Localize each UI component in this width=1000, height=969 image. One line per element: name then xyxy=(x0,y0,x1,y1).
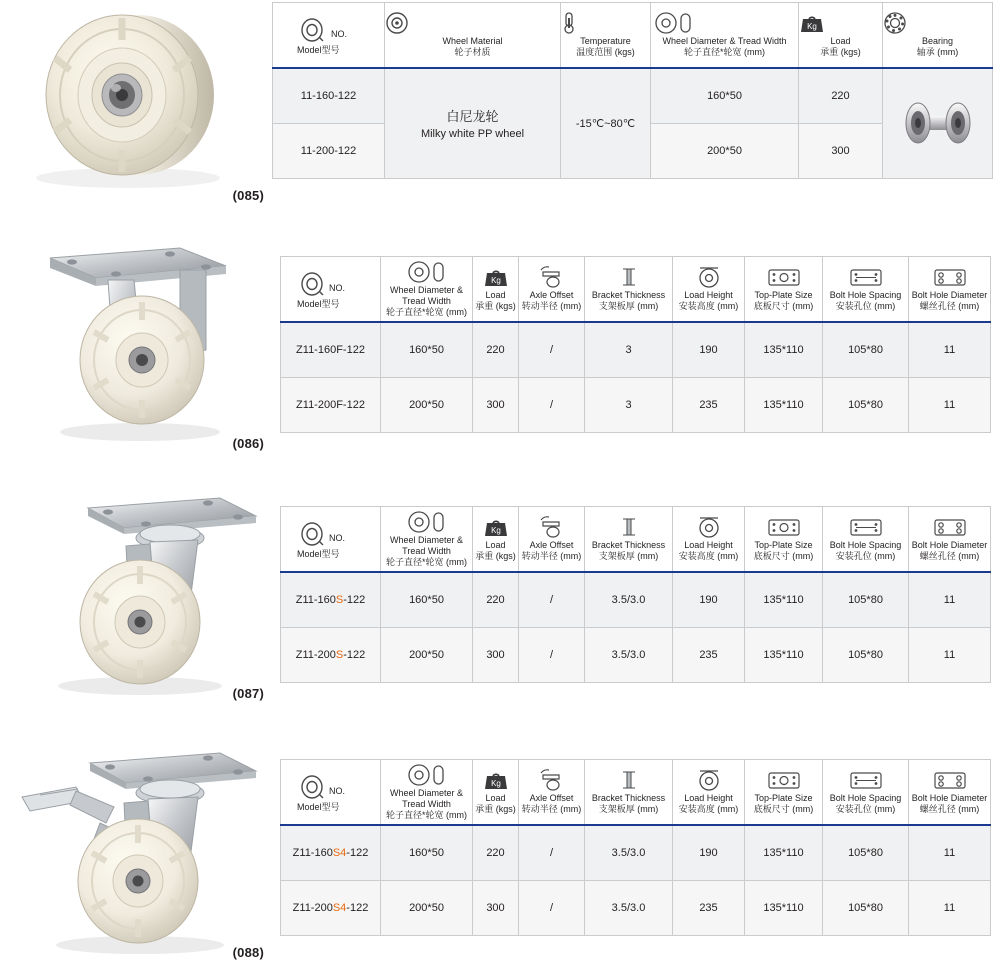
table-row xyxy=(281,880,991,935)
top-plate-icon xyxy=(745,266,822,288)
header-load-l1: Load xyxy=(830,36,851,46)
spec-table-086 xyxy=(280,256,991,433)
header-model-l2: Model型号 xyxy=(297,299,340,309)
header-model-l1: NO. xyxy=(331,29,348,39)
cell-plate: 135*110 xyxy=(745,322,823,377)
cell-offset: / xyxy=(519,627,585,682)
table-row xyxy=(281,627,991,682)
header-load-l1: Load xyxy=(485,540,506,550)
header-wheel-diameter-l2: 轮子直径*轮宽 (mm) xyxy=(684,47,765,57)
cell-offset: / xyxy=(519,377,585,432)
load-kg-icon xyxy=(799,12,882,34)
load-kg-icon xyxy=(473,266,518,288)
product-image-088 xyxy=(0,745,272,969)
header-model-l1: NO. xyxy=(329,533,346,543)
cell-diameter: 160*50 xyxy=(381,825,473,880)
header-model-l1: NO. xyxy=(329,786,346,796)
swivel-icon xyxy=(519,266,584,288)
bolt-diameter-icon xyxy=(909,516,990,538)
model-prefix: Z11-160 xyxy=(295,593,336,606)
header-model xyxy=(281,760,381,826)
header-load xyxy=(799,3,883,69)
cell-spacing: 105*80 xyxy=(823,825,909,880)
bracket-thickness-icon xyxy=(585,266,672,288)
table-row xyxy=(281,322,991,377)
cell-offset: / xyxy=(519,322,585,377)
table-header-row xyxy=(281,507,991,573)
header-load-height-l1: Load Height xyxy=(684,793,733,803)
header-top-plate xyxy=(745,507,823,573)
model-suffix: -122 xyxy=(343,648,366,661)
cell-thickness: 3.5/3.0 xyxy=(585,572,673,627)
cell-bolt: 11 xyxy=(909,377,991,432)
model-no-icon xyxy=(299,521,325,547)
header-bolt-spacing-l2: 安装孔位 (mm) xyxy=(835,301,896,311)
header-wheel-diameter-l1: Wheel Diameter & Tread Width xyxy=(389,534,464,556)
product-image-087 xyxy=(0,490,272,705)
header-wheel-diameter-l1: Wheel Diameter & Tread Width xyxy=(389,787,464,809)
header-bracket-thickness-l1: Bracket Thickness xyxy=(591,290,666,300)
header-bolt-spacing-l1: Bolt Hole Spacing xyxy=(829,290,902,300)
wheel-photo-085 xyxy=(10,0,240,195)
product-code-087: (087) xyxy=(232,686,264,701)
header-wheel-diameter xyxy=(381,257,473,323)
header-load-height-l2: 安装高度 (mm) xyxy=(678,551,739,561)
header-model-l1: NO. xyxy=(329,283,346,293)
header-bracket-thickness-l2: 支架板厚 (mm) xyxy=(598,301,659,311)
cell-model: Z11-200F-122 xyxy=(281,377,381,432)
header-bolt-spacing-l2: 安装孔位 (mm) xyxy=(835,804,896,814)
header-temperature xyxy=(561,3,651,69)
product-block-088 xyxy=(0,745,1000,969)
header-load xyxy=(473,257,519,323)
product-image-085 xyxy=(0,0,272,220)
cell-thickness: 3.5/3.0 xyxy=(585,825,673,880)
header-wheel-diameter-l2: 轮子直径*轮宽 (mm) xyxy=(386,556,467,567)
cell-model: 11-200-122 xyxy=(273,123,385,178)
table-header-row xyxy=(273,3,993,69)
cell-bearing-image xyxy=(883,68,993,178)
header-wheel-diameter-l1: Wheel Diameter & Tread Width xyxy=(389,284,464,306)
header-axle-offset-l1: Axle Offset xyxy=(529,540,574,550)
header-load-l2: 承重 (kgs) xyxy=(475,301,516,311)
cell-diameter: 200*50 xyxy=(381,627,473,682)
model-suffix: -122 xyxy=(346,846,369,859)
header-load-l1: Load xyxy=(485,290,506,300)
product-code-088: (088) xyxy=(232,945,264,960)
bracket-thickness-icon xyxy=(585,516,672,538)
header-bracket-thickness-l1: Bracket Thickness xyxy=(591,793,666,803)
cell-load: 220 xyxy=(473,322,519,377)
cell-height: 190 xyxy=(673,572,745,627)
top-plate-icon xyxy=(745,769,822,791)
cell-model xyxy=(281,627,381,682)
header-load-height xyxy=(673,760,745,826)
material-en: Milky white PP wheel xyxy=(420,128,525,141)
spec-table-088 xyxy=(280,759,991,936)
load-height-icon xyxy=(673,769,744,791)
header-load xyxy=(473,507,519,573)
header-model xyxy=(273,3,385,69)
cell-height: 190 xyxy=(673,825,745,880)
brake-caster-photo-088 xyxy=(20,745,270,960)
cell-temperature: -15℃~80℃ xyxy=(561,68,651,178)
cell-load: 220 xyxy=(473,825,519,880)
cell-model: Z11-160F-122 xyxy=(281,322,381,377)
load-kg-icon xyxy=(473,516,518,538)
header-bolt-diameter xyxy=(909,507,991,573)
header-axle-offset-l1: Axle Offset xyxy=(529,290,574,300)
spec-table-085 xyxy=(272,2,993,179)
product-code-085: (085) xyxy=(232,188,264,203)
wheel-width-icon xyxy=(651,12,798,34)
cell-model xyxy=(281,572,381,627)
svg-text:Kg: Kg xyxy=(490,779,501,788)
table-row xyxy=(281,572,991,627)
header-top-plate-l2: 底板尺寸 (mm) xyxy=(753,551,814,561)
swivel-icon xyxy=(519,769,584,791)
table-row xyxy=(273,68,993,123)
swivel-icon xyxy=(519,516,584,538)
header-top-plate-l1: Top-Plate Size xyxy=(754,793,813,803)
header-top-plate-l2: 底板尺寸 (mm) xyxy=(753,804,814,814)
cell-thickness: 3 xyxy=(585,377,673,432)
product-block-085 xyxy=(0,0,1000,220)
cell-height: 235 xyxy=(673,880,745,935)
svg-text:Kg: Kg xyxy=(490,276,501,285)
header-bearing-l1: Bearing xyxy=(921,36,954,46)
cell-height: 235 xyxy=(673,377,745,432)
load-height-icon xyxy=(673,266,744,288)
wheel-width-icon xyxy=(381,511,472,533)
header-load-height-l2: 安装高度 (mm) xyxy=(678,301,739,311)
cell-diameter: 200*50 xyxy=(381,880,473,935)
cell-bolt: 11 xyxy=(909,880,991,935)
cell-diameter: 200*50 xyxy=(381,377,473,432)
model-highlight: S xyxy=(335,593,344,606)
cell-load: 300 xyxy=(473,377,519,432)
header-top-plate-l1: Top-Plate Size xyxy=(754,290,813,300)
header-bracket-thickness-l1: Bracket Thickness xyxy=(591,540,666,550)
cell-plate: 135*110 xyxy=(745,572,823,627)
cell-plate: 135*110 xyxy=(745,627,823,682)
cell-model xyxy=(281,880,381,935)
header-load-height xyxy=(673,507,745,573)
header-wheel-material-l2: 轮子材质 xyxy=(454,47,491,57)
header-bracket-thickness xyxy=(585,507,673,573)
header-bearing xyxy=(883,3,993,69)
bolt-spacing-icon xyxy=(823,516,908,538)
cell-diameter: 200*50 xyxy=(651,123,799,178)
cell-bolt: 11 xyxy=(909,627,991,682)
header-top-plate-l1: Top-Plate Size xyxy=(754,540,813,550)
top-plate-icon xyxy=(745,516,822,538)
wheel-width-icon xyxy=(381,764,472,786)
header-top-plate-l2: 底板尺寸 (mm) xyxy=(753,301,814,311)
header-top-plate xyxy=(745,257,823,323)
header-axle-offset xyxy=(519,507,585,573)
cell-spacing: 105*80 xyxy=(823,880,909,935)
cell-load: 300 xyxy=(473,880,519,935)
wheel-icon xyxy=(385,12,560,34)
cell-spacing: 105*80 xyxy=(823,377,909,432)
cell-plate: 135*110 xyxy=(745,377,823,432)
cell-wheel-material xyxy=(385,68,561,178)
svg-text:Kg: Kg xyxy=(807,22,817,31)
header-bolt-diameter-l1: Bolt Hole Diameter xyxy=(911,540,988,550)
model-highlight: S4 xyxy=(332,901,347,914)
table-row xyxy=(281,825,991,880)
header-bolt-diameter-l1: Bolt Hole Diameter xyxy=(911,290,988,300)
header-axle-offset xyxy=(519,760,585,826)
cell-offset: / xyxy=(519,572,585,627)
bearing-photo xyxy=(892,92,984,154)
header-wheel-material xyxy=(385,3,561,69)
model-prefix: Z11-200 xyxy=(292,901,333,914)
header-wheel-diameter-l1: Wheel Diameter & Tread Width xyxy=(662,36,787,46)
load-kg-icon xyxy=(473,769,518,791)
cell-load: 300 xyxy=(799,123,883,178)
cell-spacing: 105*80 xyxy=(823,627,909,682)
model-suffix: -122 xyxy=(346,901,369,914)
header-temperature-l1: Temperature xyxy=(580,36,631,46)
header-load-l2: 承重 (kgs) xyxy=(475,551,516,561)
cell-thickness: 3.5/3.0 xyxy=(585,627,673,682)
cell-spacing: 105*80 xyxy=(823,322,909,377)
cell-spacing: 105*80 xyxy=(823,572,909,627)
header-bolt-diameter-l2: 螺丝孔径 (mm) xyxy=(919,551,980,561)
cell-diameter: 160*50 xyxy=(651,68,799,123)
header-wheel-diameter-l2: 轮子直径*轮宽 (mm) xyxy=(386,809,467,820)
header-bolt-diameter-l2: 螺丝孔径 (mm) xyxy=(919,804,980,814)
header-bolt-diameter xyxy=(909,760,991,826)
rigid-caster-photo-086 xyxy=(30,240,270,445)
table-row xyxy=(281,377,991,432)
header-load-height-l2: 安装高度 (mm) xyxy=(678,804,739,814)
header-axle-offset-l2: 转动半径 (mm) xyxy=(521,551,582,561)
cell-plate: 135*110 xyxy=(745,880,823,935)
header-model-l2: Model型号 xyxy=(297,802,340,812)
model-no-icon xyxy=(299,271,325,297)
header-bolt-spacing-l1: Bolt Hole Spacing xyxy=(829,793,902,803)
header-wheel-diameter xyxy=(381,760,473,826)
thermometer-icon xyxy=(561,12,650,34)
model-highlight: S xyxy=(335,648,344,661)
model-no-icon xyxy=(299,17,325,43)
header-model-l2: Model型号 xyxy=(297,45,340,55)
header-bracket-thickness-l2: 支架板厚 (mm) xyxy=(598,551,659,561)
model-suffix: -122 xyxy=(343,593,366,606)
header-bolt-spacing-l2: 安装孔位 (mm) xyxy=(835,551,896,561)
spec-table-087 xyxy=(280,506,991,683)
header-axle-offset xyxy=(519,257,585,323)
cell-thickness: 3.5/3.0 xyxy=(585,880,673,935)
bracket-thickness-icon xyxy=(585,769,672,791)
header-bolt-diameter xyxy=(909,257,991,323)
header-load-l1: Load xyxy=(485,793,506,803)
header-bolt-spacing xyxy=(823,760,909,826)
product-block-086 xyxy=(0,240,1000,455)
cell-diameter: 160*50 xyxy=(381,572,473,627)
header-bolt-spacing xyxy=(823,507,909,573)
model-no-icon xyxy=(299,774,325,800)
header-load-height-l1: Load Height xyxy=(684,290,733,300)
header-bolt-diameter-l2: 螺丝孔径 (mm) xyxy=(919,301,980,311)
header-load xyxy=(473,760,519,826)
cell-thickness: 3 xyxy=(585,322,673,377)
cell-bolt: 11 xyxy=(909,825,991,880)
cell-load: 220 xyxy=(473,572,519,627)
cell-offset: / xyxy=(519,880,585,935)
header-axle-offset-l1: Axle Offset xyxy=(529,793,574,803)
header-model-l2: Model型号 xyxy=(297,549,340,559)
header-axle-offset-l2: 转动半径 (mm) xyxy=(521,301,582,311)
header-bolt-diameter-l1: Bolt Hole Diameter xyxy=(911,793,988,803)
cell-height: 190 xyxy=(673,322,745,377)
model-highlight: S4 xyxy=(332,846,347,859)
cell-bolt: 11 xyxy=(909,572,991,627)
swivel-caster-photo-087 xyxy=(30,490,270,700)
header-load-height xyxy=(673,257,745,323)
product-image-086 xyxy=(0,240,272,455)
bolt-spacing-icon xyxy=(823,266,908,288)
load-height-icon xyxy=(673,516,744,538)
header-wheel-material-l1: Wheel Material xyxy=(442,36,503,46)
header-temperature-l2: 温度范围 (kgs) xyxy=(576,47,635,57)
cell-diameter: 160*50 xyxy=(381,322,473,377)
cell-model: 11-160-122 xyxy=(273,68,385,123)
header-bracket-thickness xyxy=(585,760,673,826)
header-wheel-diameter xyxy=(651,3,799,69)
header-bolt-spacing xyxy=(823,257,909,323)
cell-load: 300 xyxy=(473,627,519,682)
cell-height: 235 xyxy=(673,627,745,682)
wheel-width-icon xyxy=(381,261,472,283)
cell-model xyxy=(281,825,381,880)
svg-text:Kg: Kg xyxy=(490,526,501,535)
header-load-l2: 承重 (kgs) xyxy=(475,804,516,814)
header-wheel-diameter xyxy=(381,507,473,573)
header-load-height-l1: Load Height xyxy=(684,540,733,550)
header-top-plate xyxy=(745,760,823,826)
bolt-diameter-icon xyxy=(909,769,990,791)
header-wheel-diameter-l2: 轮子直径*轮宽 (mm) xyxy=(386,306,467,317)
model-prefix: Z11-200 xyxy=(295,648,336,661)
cell-plate: 135*110 xyxy=(745,825,823,880)
header-bracket-thickness xyxy=(585,257,673,323)
material-cn: 白尼龙轮 xyxy=(446,109,499,125)
header-bolt-spacing-l1: Bolt Hole Spacing xyxy=(829,540,902,550)
model-prefix: Z11-160 xyxy=(292,846,333,859)
header-model xyxy=(281,507,381,573)
bolt-spacing-icon xyxy=(823,769,908,791)
header-model xyxy=(281,257,381,323)
cell-bolt: 11 xyxy=(909,322,991,377)
header-bracket-thickness-l2: 支架板厚 (mm) xyxy=(598,804,659,814)
header-bearing-l2: 轴承 (mm) xyxy=(916,47,959,57)
table-header-row xyxy=(281,257,991,323)
cell-load: 220 xyxy=(799,68,883,123)
table-header-row xyxy=(281,760,991,826)
bearing-icon xyxy=(883,12,992,34)
cell-offset: / xyxy=(519,825,585,880)
product-code-086: (086) xyxy=(232,436,264,451)
header-load-l2: 承重 (kgs) xyxy=(820,47,861,57)
bolt-diameter-icon xyxy=(909,266,990,288)
header-axle-offset-l2: 转动半径 (mm) xyxy=(521,804,582,814)
product-block-087 xyxy=(0,490,1000,705)
